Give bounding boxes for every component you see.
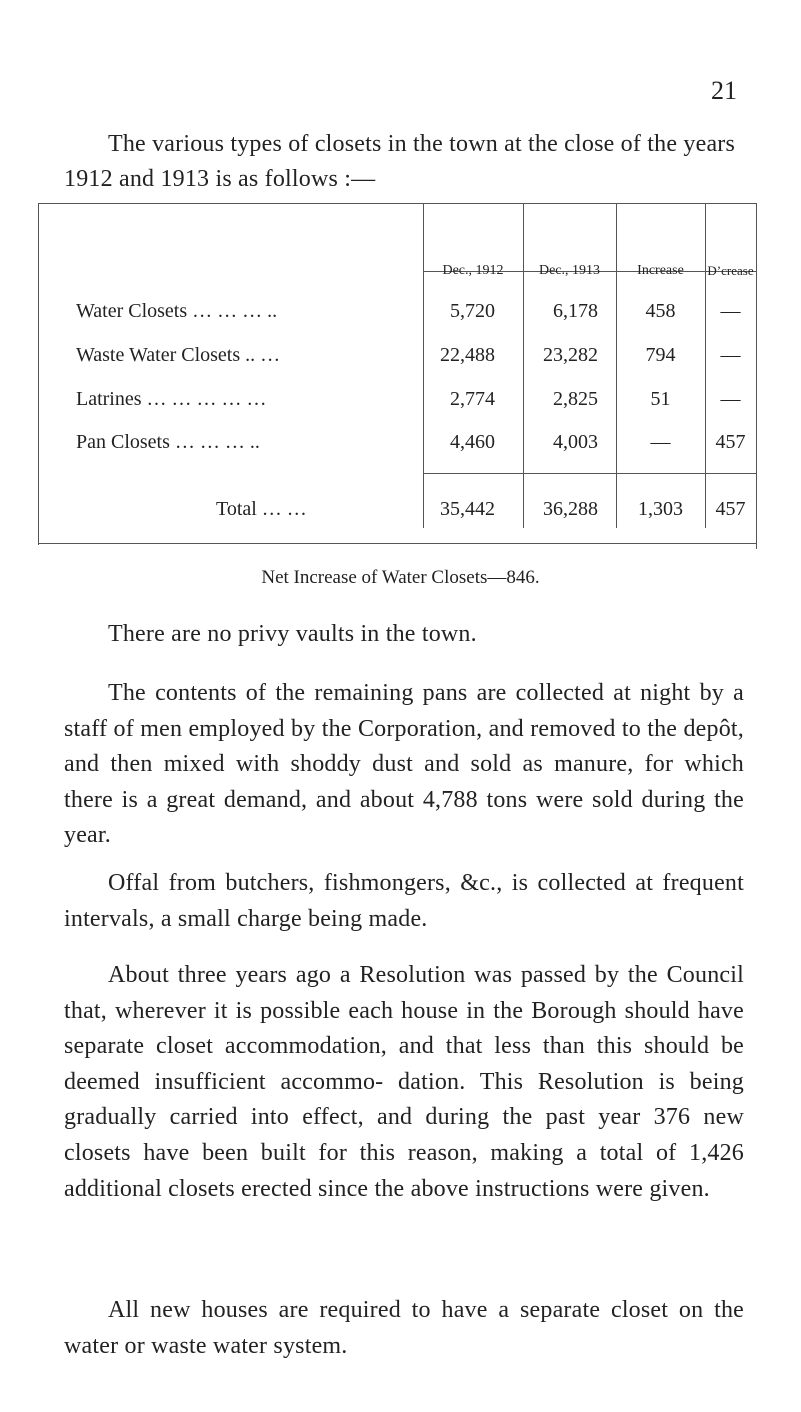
page-number: 21	[711, 76, 737, 105]
table-right-rule	[756, 203, 757, 549]
row-label-water-closets: Water Closets … … … ..	[76, 300, 278, 322]
cell-increase: 794	[645, 344, 676, 366]
table-left-rule	[38, 203, 39, 545]
header-decrease: D’crease	[707, 263, 754, 278]
cell-increase: 51	[650, 388, 671, 410]
cell-dec1912: 4,460	[450, 431, 495, 453]
total-dec1913: 36,288	[543, 498, 598, 520]
net-increase-line: Net Increase of Water Closets—846.	[261, 567, 540, 588]
row-label-total: Total … …	[216, 498, 307, 520]
table-top-rule	[38, 203, 756, 204]
cell-decrease: —	[720, 388, 741, 410]
cell-dec1913: 6,178	[553, 300, 598, 322]
cell-decrease: —	[720, 344, 741, 366]
paragraph-offal: Offal from butchers, fishmongers, &c., is collected at frequent intervals, a small charge being made.	[64, 870, 744, 932]
total-decrease: 457	[715, 498, 746, 520]
closets-table	[36, 203, 758, 575]
row-label-pan-closets: Pan Closets … … … ..	[76, 431, 260, 453]
header-dec-1912: Dec., 1912	[442, 263, 504, 278]
total-rule	[423, 473, 756, 474]
cell-decrease: 457	[715, 431, 746, 453]
cell-decrease: —	[720, 300, 741, 322]
header-dec-1913: Dec., 1913	[538, 263, 601, 278]
row-label-latrines: Latrines … … … … …	[76, 388, 267, 410]
total-dec1912: 35,442	[440, 498, 495, 520]
cell-dec1912: 22,488	[440, 344, 495, 366]
cell-dec1913: 23,282	[543, 344, 598, 366]
total-increase: 1,303	[638, 498, 683, 520]
paragraph-new-houses: All new houses are required to have a separate closet on the water or waste water system.	[64, 1297, 744, 1359]
cell-increase: —	[650, 431, 671, 453]
cell-increase: 458	[645, 300, 676, 322]
row-label-waste-water-closets: Waste Water Closets .. …	[76, 344, 281, 366]
paragraph-pan-contents: The contents of the remaining pans are collected at night by a staff of men employed by the Corporation, and removed to the depôt, and then mixed with shoddy dust and sold as manure, for which there is a great demand, and about 4,788 tons were sold during the year.	[64, 680, 744, 849]
paragraph-privy-vaults: There are no privy vaults in the town.	[108, 621, 477, 647]
cell-dec1912: 5,720	[450, 300, 495, 322]
cell-dec1913: 2,825	[553, 388, 598, 410]
cell-dec1913: 4,003	[553, 431, 598, 453]
header-increase: Increase	[637, 263, 684, 278]
paragraph-resolution: About three years ago a Resolution was passed by the Council that, wherever it is possible each house in the Borough should have separate closet accommodation, and that less than this should be deemed insufficient accommo- dation. This Resolution is being gradually carried into effect, and during the past year 376 new closets have been built for this reason, making a total of 1,426 additional closets erected since the above instructions were given.	[64, 962, 744, 1202]
cell-dec1912: 2,774	[450, 388, 495, 410]
table-bottom-rule	[38, 543, 756, 544]
intro-text: The various types of closets in the town at the close of the years 1912 and 1913 is as follows :—	[64, 131, 736, 192]
